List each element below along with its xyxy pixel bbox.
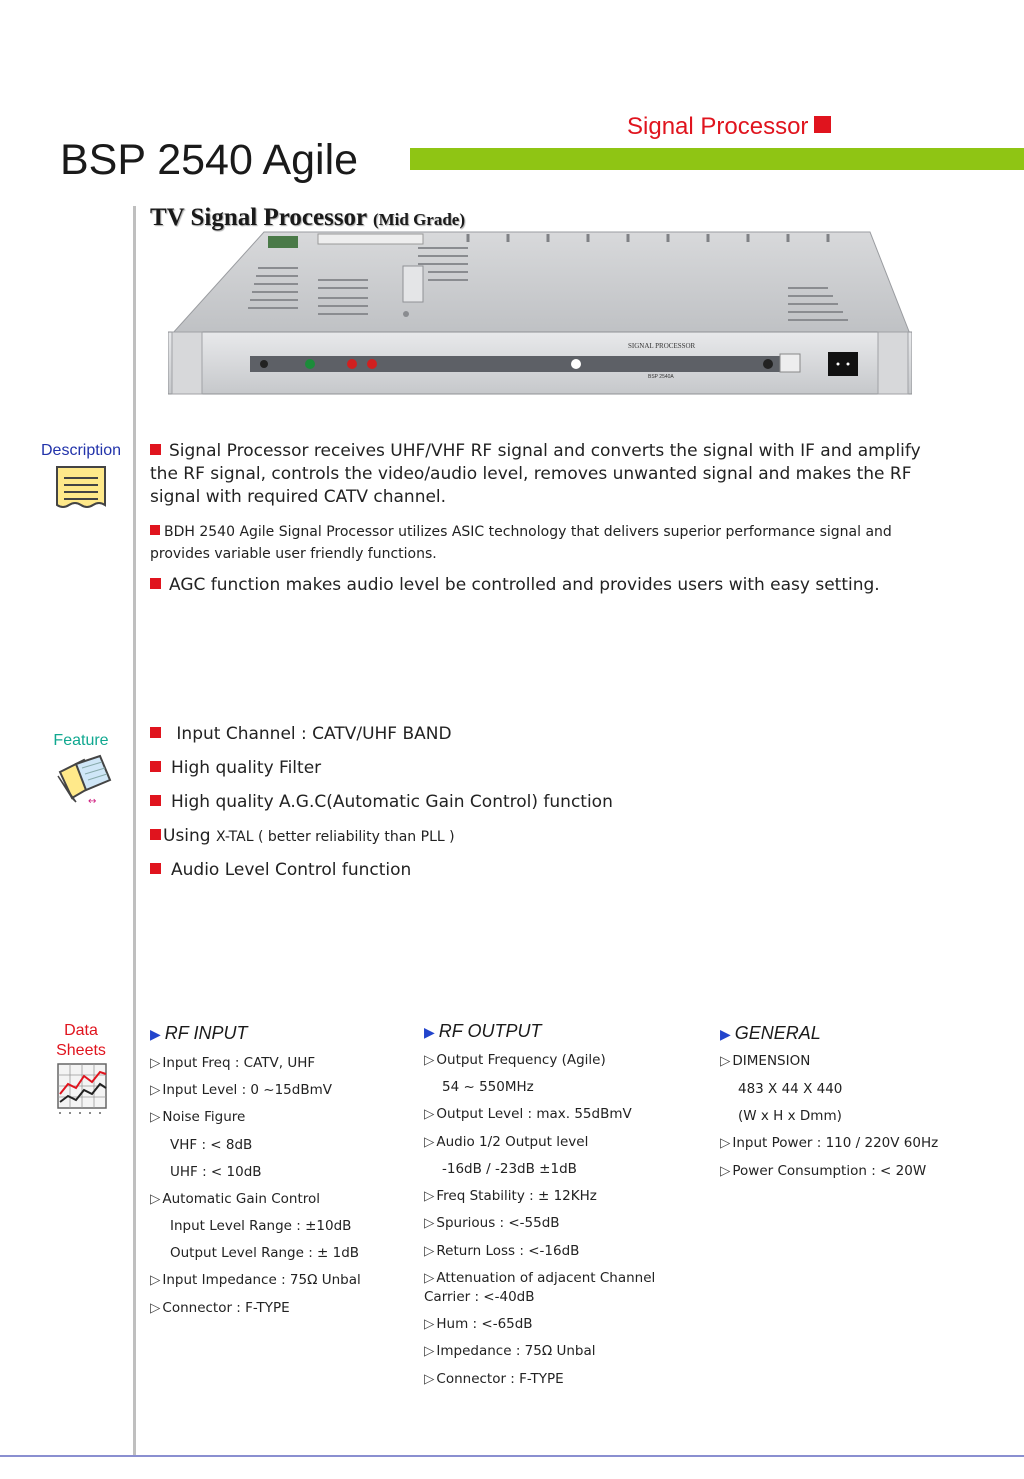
description-label: Description [40, 442, 122, 459]
document-icon [54, 464, 110, 512]
spec-item [150, 1109, 245, 1126]
description-paragraph-3 [150, 574, 930, 597]
hollow-triangle-icon: ▷ [720, 1163, 731, 1179]
spec-subitem [442, 1161, 577, 1178]
category-text: Signal Processor [627, 113, 809, 140]
red-bullet-icon [150, 444, 161, 455]
spec-subitem [170, 1245, 359, 1262]
red-bullet-icon [150, 829, 161, 840]
spec-text: Connector : F-TYPE [162, 1300, 290, 1316]
spec-subitem [170, 1137, 252, 1154]
spec-item [720, 1053, 810, 1070]
red-bullet-icon [150, 863, 161, 874]
triangle-bullet-icon: ▶ [424, 1024, 435, 1040]
red-bullet-icon [150, 727, 161, 738]
datasheet-label-line-2: Sheets [56, 1042, 106, 1059]
red-bullet-icon [150, 795, 161, 806]
bottom-rule [0, 1455, 1024, 1457]
device-nameplate: SIGNAL PROCESSOR [628, 342, 696, 350]
spec-text: Input Level Range : ±10dB [170, 1218, 352, 1234]
hollow-triangle-icon: ▷ [424, 1243, 435, 1259]
feature-text-1: Input Channel : CATV/UHF BAND [176, 724, 452, 744]
hollow-triangle-icon: ▷ [150, 1055, 161, 1071]
red-bullet-icon [150, 525, 160, 535]
hollow-triangle-icon: ▷ [424, 1052, 435, 1068]
spec-item [150, 1055, 315, 1072]
product-photo [168, 228, 912, 398]
hollow-triangle-icon: ▷ [150, 1272, 161, 1288]
spec-text: VHF : < 8dB [170, 1137, 253, 1153]
spec-text: Freq Stability : ± 12KHz [436, 1188, 597, 1204]
hollow-triangle-icon: ▷ [150, 1109, 161, 1125]
feature-text-4a: Using [163, 826, 216, 846]
feature-item-5 [150, 859, 411, 881]
subtitle-text: TV Signal Processor [150, 204, 367, 231]
spec-text: Connector : F-TYPE [436, 1371, 564, 1387]
spec-text: Spurious : <-55dB [436, 1215, 560, 1231]
spec-text: (W x H x Dmm) [738, 1108, 842, 1124]
hollow-triangle-icon: ▷ [424, 1343, 435, 1359]
spec-item [424, 1134, 588, 1151]
feature-text-5: Audio Level Control function [171, 860, 412, 880]
spec-text: Return Loss : <-16dB [436, 1243, 580, 1259]
spec-text: Impedance : 75Ω Unbal [436, 1343, 596, 1359]
hollow-triangle-icon: ▷ [424, 1270, 435, 1286]
spec-text: Output Level Range : ± 1dB [170, 1245, 360, 1261]
spec-text: Noise Figure [162, 1109, 246, 1125]
spec-text: Carrier : <-40dB [424, 1289, 535, 1305]
datasheet-label-line-1: Data [64, 1022, 98, 1039]
rf-input-heading [150, 1023, 247, 1044]
feature-item-4 [150, 825, 455, 848]
spec-item [424, 1188, 597, 1205]
feature-text-2: High quality Filter [171, 758, 322, 778]
general-heading [720, 1023, 821, 1044]
spec-text: Audio 1/2 Output level [436, 1134, 589, 1150]
feature-label: Feature [53, 732, 109, 749]
hollow-triangle-icon: ▷ [150, 1300, 161, 1316]
page-title: BSP 2540 Agile [60, 136, 359, 184]
spec-item [150, 1191, 320, 1208]
spec-subitem [442, 1079, 534, 1096]
feature-text-4b: X-TAL ( better reliability than PLL ) [216, 829, 455, 845]
spec-text: -16dB / -23dB ±1dB [442, 1161, 577, 1177]
feature-item-3 [150, 791, 613, 813]
spec-text: Automatic Gain Control [162, 1191, 321, 1207]
spec-item [424, 1243, 579, 1260]
hollow-triangle-icon: ▷ [720, 1053, 731, 1069]
spec-text: Power Consumption : < 20W [732, 1163, 927, 1179]
spec-text: DIMENSION [732, 1053, 811, 1069]
hollow-triangle-icon: ▷ [424, 1134, 435, 1150]
title-accent-bar [410, 148, 1024, 170]
feature-item-2 [150, 757, 321, 779]
rf-input-title: RF INPUT [164, 1023, 248, 1043]
spec-item [424, 1316, 533, 1333]
subtitle-grade: (Mid Grade) [372, 210, 466, 229]
description-text-1: Signal Processor receives UHF/VHF RF signal and converts the signal with IF and amplify the RF signal, controls the video/audio level, removes unwanted signal and makes the RF signal with required CATV channel. [150, 441, 921, 507]
svg-text:↔: ↔ [88, 796, 97, 806]
rf-output-title: RF OUTPUT [438, 1021, 542, 1041]
spec-item [150, 1272, 361, 1289]
folder-icon [54, 754, 114, 806]
description-text-3: AGC function makes audio level be controlled and provides users with easy setting. [169, 575, 880, 595]
red-bullet-icon [150, 578, 161, 589]
datasheet-label [22, 1021, 140, 1061]
spec-item [424, 1371, 564, 1388]
spec-item [424, 1343, 595, 1360]
hollow-triangle-icon: ▷ [150, 1082, 161, 1098]
spec-text: 483 X 44 X 440 [738, 1081, 843, 1097]
spec-text: Input Level : 0 ~15dBmV [162, 1082, 332, 1098]
chart-icon [54, 1062, 110, 1116]
spec-item [150, 1300, 290, 1317]
hollow-triangle-icon: ▷ [720, 1135, 731, 1151]
hollow-triangle-icon: ▷ [150, 1191, 161, 1207]
feature-text-3: High quality A.G.C(Automatic Gain Control) function [171, 792, 613, 812]
triangle-bullet-icon: ▶ [720, 1026, 731, 1042]
vertical-divider [133, 206, 136, 1456]
spec-item [720, 1163, 926, 1180]
description-paragraph-1 [150, 440, 930, 509]
spec-item [150, 1082, 332, 1099]
spec-text: Input Power : 110 / 220V 60Hz [732, 1135, 939, 1151]
spec-item [424, 1052, 606, 1069]
triangle-bullet-icon: ▶ [150, 1026, 161, 1042]
spec-text: Output Frequency (Agile) [436, 1052, 606, 1068]
hollow-triangle-icon: ▷ [424, 1188, 435, 1204]
spec-continuation [424, 1289, 535, 1306]
description-paragraph-2 [150, 521, 930, 565]
category-title [627, 113, 831, 141]
spec-item [720, 1135, 938, 1152]
spec-text: Hum : <-65dB [436, 1316, 533, 1332]
spec-item [424, 1270, 655, 1287]
spec-text: Output Level : max. 55dBmV [436, 1106, 632, 1122]
device-modelplate: BSP 2540A [648, 374, 674, 380]
spec-item [424, 1106, 632, 1123]
spec-text: UHF : < 10dB [170, 1164, 262, 1180]
red-square-icon [814, 116, 831, 133]
red-bullet-icon [150, 761, 161, 772]
hollow-triangle-icon: ▷ [424, 1106, 435, 1122]
description-text-2: BDH 2540 Agile Signal Processor utilizes ASIC technology that delivers superior performance signal and provides variable user friendly functions. [150, 524, 892, 562]
rf-output-heading [424, 1021, 541, 1042]
spec-subitem [170, 1164, 262, 1181]
hollow-triangle-icon: ▷ [424, 1215, 435, 1231]
spec-text: 54 ~ 550MHz [442, 1079, 534, 1095]
spec-subitem [738, 1108, 842, 1125]
hollow-triangle-icon: ▷ [424, 1316, 435, 1332]
spec-item [424, 1215, 560, 1232]
spec-text: Attenuation of adjacent Channel [436, 1270, 656, 1286]
spec-subitem [170, 1218, 351, 1235]
hollow-triangle-icon: ▷ [424, 1371, 435, 1387]
feature-item-1 [150, 723, 452, 745]
spec-text: Input Freq : CATV, UHF [162, 1055, 316, 1071]
spec-text: Input Impedance : 75Ω Unbal [162, 1272, 361, 1288]
spec-subitem [738, 1081, 842, 1098]
general-title: GENERAL [734, 1023, 821, 1043]
